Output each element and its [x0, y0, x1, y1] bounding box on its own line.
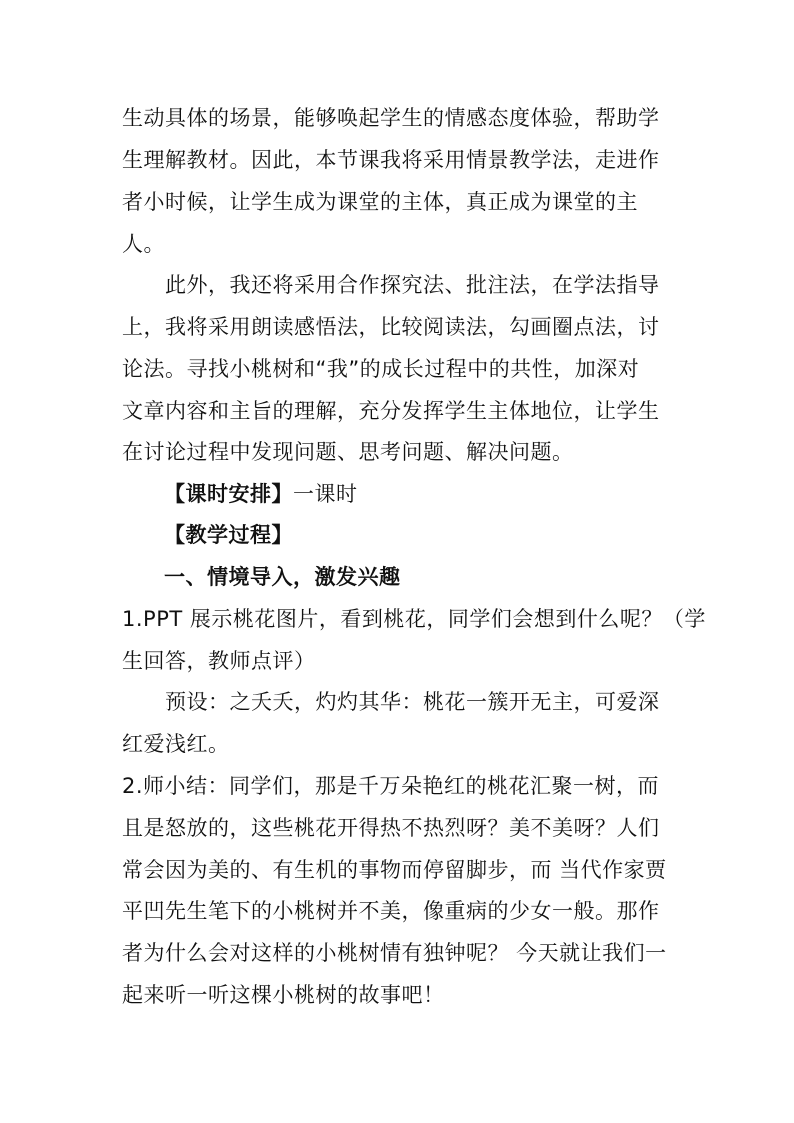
paragraph-line: 论法。寻找小桃树和“我”的成长过程中的共性，加深对	[122, 357, 640, 381]
subsection-heading: 一、情境导入，激发兴趣	[164, 565, 401, 589]
paragraph-line: 生动具体的场景，能够唤起学生的情感态度体验，帮助学	[122, 106, 660, 130]
paragraph-line: 1.PPT 展示桃花图片，看到桃花，同学们会想到什么呢？（学	[122, 607, 706, 631]
paragraph-line: 常会因为美的、有生机的事物而停留脚步，而 当代作家贾	[122, 858, 667, 882]
paragraph-line: 平凹先生笔下的小桃树并不美，像重病的少女一般。那作	[122, 899, 660, 923]
paragraph-line: 2.师小结：同学们，那是千万朵艳红的桃花汇聚一树，而	[122, 774, 660, 798]
schedule-line	[164, 480, 358, 508]
paragraph-line: 此外，我还将采用合作探究法、批注法，在学法指导	[165, 273, 660, 297]
schedule-value: 一课时	[293, 482, 358, 506]
paragraph-line: 者为什么会对这样的小桃树情有独钟呢？ 今天就让我们一	[122, 941, 667, 965]
paragraph-line: 生理解教材。因此，本节课我将采用情景教学法，走进作	[122, 148, 660, 172]
paragraph-line: 人。	[122, 232, 165, 256]
paragraph-line: 上，我将采用朗读感悟法，比较阅读法，勾画圈点法，讨	[122, 315, 660, 339]
section-heading: 【教学过程】	[164, 523, 293, 547]
paragraph-line: 且是怒放的，这些桃花开得热不热烈呀？美不美呀？人们	[122, 816, 660, 840]
paragraph-line: 生回答，教师点评）	[122, 649, 316, 673]
paragraph-line: 者小时候，让学生成为课堂的主体，真正成为课堂的主	[122, 190, 638, 214]
paragraph-line: 文章内容和主旨的理解，充分发挥学生主体地位，让学生	[122, 399, 660, 423]
paragraph-line: 在讨论过程中发现问题、思考问题、解决问题。	[122, 440, 574, 464]
paragraph-line: 预设：之夭夭，灼灼其华：桃花一簇开无主，可爱深	[165, 690, 660, 714]
paragraph-line: 红爱浅红。	[122, 732, 230, 756]
schedule-heading: 【课时安排】	[164, 482, 293, 506]
paragraph-line: 起来听一听这棵小桃树的故事吧！	[122, 983, 445, 1007]
